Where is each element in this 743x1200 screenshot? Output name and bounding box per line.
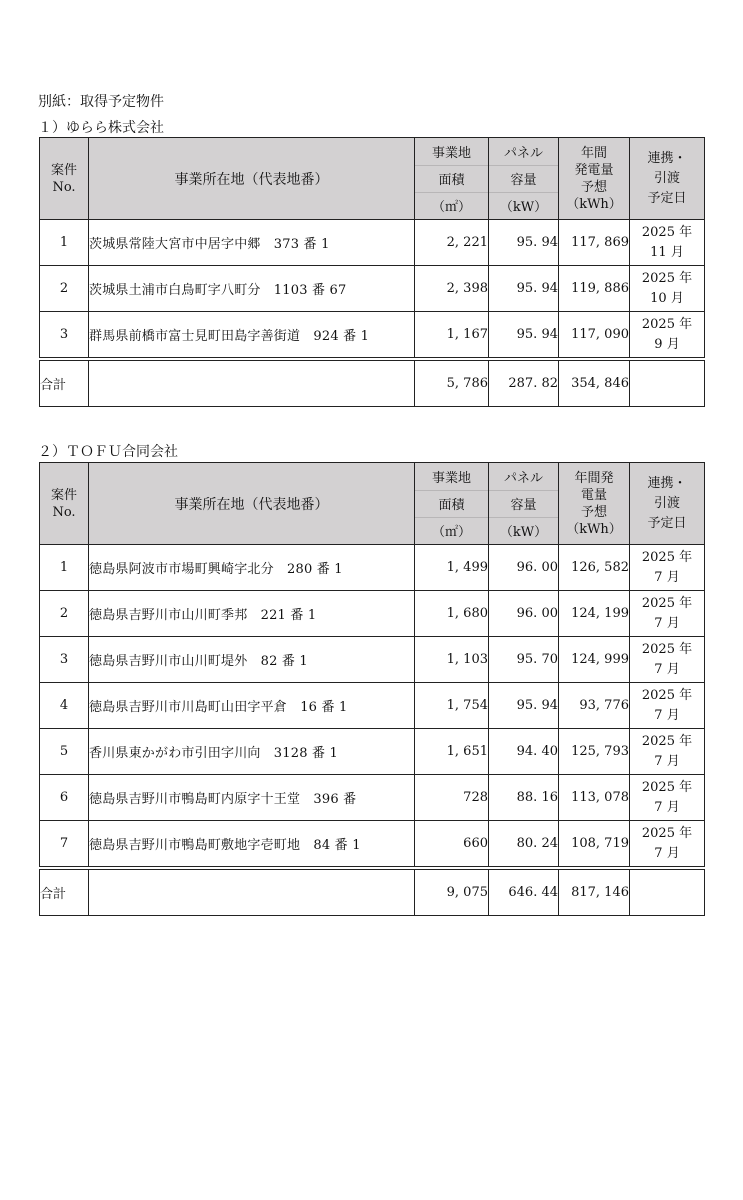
row-transfer-date: [630, 775, 705, 821]
row-transfer-year: 2025 年: [641, 549, 693, 565]
header-area-line3: （㎡）: [431, 525, 471, 540]
header-generation: [559, 463, 630, 545]
header-date-line1: 連携・: [647, 150, 687, 166]
table-header-row: [40, 463, 705, 545]
table-row: [40, 266, 705, 312]
header-generation-line3: 予想: [580, 504, 607, 520]
row-annual-generation: 124, 999: [559, 637, 630, 683]
row-transfer-year: 2025 年: [641, 224, 693, 240]
header-panel-line2: 容量: [489, 166, 558, 193]
row-case-no: 2: [40, 266, 89, 312]
header-generation-line2: 電量: [580, 487, 607, 503]
properties-table-section2: [39, 462, 705, 916]
row-transfer-month: 7 月: [654, 845, 680, 861]
table-row: [40, 683, 705, 729]
row-transfer-year: 2025 年: [641, 595, 693, 611]
row-address: 徳島県吉野川市鴨島町敷地字壱町地 84 番 1: [89, 821, 415, 869]
row-transfer-year: 2025 年: [641, 825, 693, 841]
row-transfer-date: [630, 266, 705, 312]
header-case-no-line2: No.: [52, 504, 76, 520]
row-case-no: 5: [40, 729, 89, 775]
table-row: [40, 545, 705, 591]
table-row: [40, 729, 705, 775]
row-transfer-month: 11 月: [650, 244, 684, 260]
row-annual-generation: 93, 776: [559, 683, 630, 729]
header-generation-line4: （kWh）: [566, 196, 622, 212]
row-transfer-date: [630, 821, 705, 869]
row-annual-generation: 126, 582: [559, 545, 630, 591]
row-area: 1, 499: [415, 545, 489, 591]
row-case-no: 3: [40, 312, 89, 360]
row-transfer-date: [630, 637, 705, 683]
row-address: 茨城県常陸大宮市中居字中郷 373 番 1: [89, 220, 415, 266]
total-date-empty: [630, 868, 705, 916]
row-address: 香川県東かがわ市引田字川向 3128 番 1: [89, 729, 415, 775]
row-area: 1, 754: [415, 683, 489, 729]
row-transfer-month: 7 月: [654, 661, 680, 677]
header-panel-line3: （kW）: [499, 200, 548, 215]
section1-title: １）ゆらら株式会社: [38, 120, 164, 136]
header-case-no: [40, 463, 89, 545]
properties-table-section1: [39, 137, 705, 407]
row-panel-capacity: 95. 70: [489, 637, 559, 683]
row-annual-generation: 117, 090: [559, 312, 630, 360]
header-case-no-line2: No.: [52, 179, 76, 195]
row-transfer-date: [630, 683, 705, 729]
header-date-line3: 予定日: [647, 190, 687, 206]
row-transfer-month: 9 月: [654, 336, 680, 352]
table-row: [40, 821, 705, 869]
total-label: 合計: [40, 359, 89, 407]
header-transfer-date: [630, 463, 705, 545]
row-address: 徳島県吉野川市山川町堤外 82 番 1: [89, 637, 415, 683]
header-area: [415, 138, 489, 220]
row-area: 1, 651: [415, 729, 489, 775]
header-generation-line4: （kWh）: [566, 521, 622, 537]
row-transfer-year: 2025 年: [641, 316, 693, 332]
sheet-title: 別紙：取得予定物件: [38, 94, 164, 110]
row-panel-capacity: 95. 94: [489, 312, 559, 360]
row-panel-capacity: 95. 94: [489, 683, 559, 729]
header-date-line2: 引渡: [653, 170, 680, 186]
row-address: 茨城県土浦市白鳥町字八町分 1103 番 67: [89, 266, 415, 312]
header-panel: [489, 463, 559, 545]
row-transfer-date: [630, 545, 705, 591]
header-panel-line2: 容量: [489, 491, 558, 518]
row-area: 1, 103: [415, 637, 489, 683]
header-panel-line3: （kW）: [499, 525, 548, 540]
table-row: [40, 775, 705, 821]
header-area: [415, 463, 489, 545]
row-annual-generation: 113, 078: [559, 775, 630, 821]
header-case-no-line1: 案件: [50, 162, 77, 178]
row-area: 2, 221: [415, 220, 489, 266]
row-transfer-month: 7 月: [654, 569, 680, 585]
row-panel-capacity: 88. 16: [489, 775, 559, 821]
row-annual-generation: 119, 886: [559, 266, 630, 312]
row-transfer-month: 7 月: [654, 799, 680, 815]
header-generation-line1: 年間: [580, 145, 607, 161]
row-transfer-year: 2025 年: [641, 779, 693, 795]
row-case-no: 4: [40, 683, 89, 729]
header-generation: [559, 138, 630, 220]
row-transfer-date: [630, 312, 705, 360]
header-generation-line3: 予想: [580, 179, 607, 195]
header-date-line2: 引渡: [653, 495, 680, 511]
table-row: [40, 637, 705, 683]
row-panel-capacity: 80. 24: [489, 821, 559, 869]
total-area: 9, 075: [415, 868, 489, 916]
total-row: [40, 359, 705, 407]
row-address: 徳島県吉野川市鴨島町内原字十王堂 396 番: [89, 775, 415, 821]
row-address: 徳島県吉野川市川島町山田字平倉 16 番 1: [89, 683, 415, 729]
table-row: [40, 220, 705, 266]
row-panel-capacity: 95. 94: [489, 266, 559, 312]
row-panel-capacity: 96. 00: [489, 545, 559, 591]
header-area-line2: 面積: [415, 166, 488, 193]
row-case-no: 2: [40, 591, 89, 637]
section2-title: ２）ＴＯＦＵ合同会社: [38, 444, 178, 460]
row-panel-capacity: 94. 40: [489, 729, 559, 775]
header-area-line2: 面積: [415, 491, 488, 518]
row-case-no: 1: [40, 545, 89, 591]
header-transfer-date: [630, 138, 705, 220]
table-row: [40, 591, 705, 637]
row-transfer-date: [630, 729, 705, 775]
header-address: 事業所在地（代表地番）: [89, 138, 415, 220]
row-annual-generation: 108, 719: [559, 821, 630, 869]
header-case-no-line1: 案件: [50, 487, 77, 503]
row-transfer-year: 2025 年: [641, 270, 693, 286]
header-date-line1: 連携・: [647, 475, 687, 491]
row-area: 1, 680: [415, 591, 489, 637]
header-panel: [489, 138, 559, 220]
row-area: 728: [415, 775, 489, 821]
row-case-no: 6: [40, 775, 89, 821]
header-area-line1: 事業地: [415, 464, 488, 491]
row-transfer-year: 2025 年: [641, 687, 693, 703]
row-transfer-month: 7 月: [654, 753, 680, 769]
row-area: 660: [415, 821, 489, 869]
header-date-line3: 予定日: [647, 515, 687, 531]
total-address-empty: [89, 868, 415, 916]
row-address: 群馬県前橋市富士見町田島字善街道 924 番 1: [89, 312, 415, 360]
row-transfer-date: [630, 591, 705, 637]
header-case-no: [40, 138, 89, 220]
header-area-line3: （㎡）: [431, 200, 471, 215]
row-case-no: 7: [40, 821, 89, 869]
header-generation-line2: 発電量: [574, 162, 614, 178]
row-area: 2, 398: [415, 266, 489, 312]
row-area: 1, 167: [415, 312, 489, 360]
total-row: [40, 868, 705, 916]
row-annual-generation: 125, 793: [559, 729, 630, 775]
row-transfer-year: 2025 年: [641, 733, 693, 749]
header-area-line1: 事業地: [415, 139, 488, 166]
row-address: 徳島県吉野川市山川町季邦 221 番 1: [89, 591, 415, 637]
table-row: [40, 312, 705, 360]
total-panel-capacity: 287. 82: [489, 359, 559, 407]
header-generation-line1: 年間発: [574, 470, 614, 486]
row-transfer-month: 7 月: [654, 615, 680, 631]
header-panel-line1: パネル: [489, 464, 558, 491]
total-area: 5, 786: [415, 359, 489, 407]
total-date-empty: [630, 359, 705, 407]
row-transfer-date: [630, 220, 705, 266]
header-panel-line1: パネル: [489, 139, 558, 166]
row-case-no: 1: [40, 220, 89, 266]
total-annual-generation: 354, 846: [559, 359, 630, 407]
row-transfer-month: 10 月: [650, 290, 684, 306]
total-annual-generation: 817, 146: [559, 868, 630, 916]
row-panel-capacity: 95. 94: [489, 220, 559, 266]
total-panel-capacity: 646. 44: [489, 868, 559, 916]
row-annual-generation: 124, 199: [559, 591, 630, 637]
total-label: 合計: [40, 868, 89, 916]
table-header-row: [40, 138, 705, 220]
row-panel-capacity: 96. 00: [489, 591, 559, 637]
header-address: 事業所在地（代表地番）: [89, 463, 415, 545]
row-transfer-year: 2025 年: [641, 641, 693, 657]
total-address-empty: [89, 359, 415, 407]
row-case-no: 3: [40, 637, 89, 683]
row-transfer-month: 7 月: [654, 707, 680, 723]
row-annual-generation: 117, 869: [559, 220, 630, 266]
row-address: 徳島県阿波市市場町興崎字北分 280 番 1: [89, 545, 415, 591]
